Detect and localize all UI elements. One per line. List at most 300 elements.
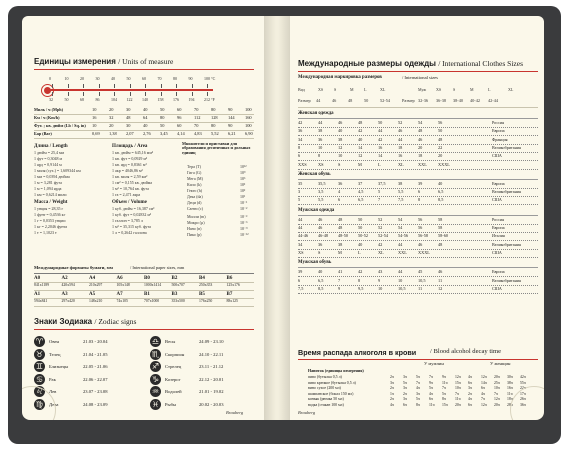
alcohol-drink: водка (стакан 100 мл): [308, 402, 344, 407]
alcohol-time: 1ч: [390, 391, 394, 396]
length-value: 1 м = 3,281 фута: [34, 180, 62, 185]
prefix-power: 10³: [240, 182, 246, 187]
measure-value: 60: [177, 123, 182, 128]
men-value: 36: [318, 241, 323, 247]
fahrenheit-tick: [52, 92, 53, 96]
marking-value: 46: [332, 98, 337, 103]
measure-value: 70: [194, 107, 199, 112]
women-shoes-value: 4: [338, 189, 341, 195]
measure-label: Км / ч (Km/h): [34, 115, 60, 120]
men-shoes-value: 43: [378, 269, 383, 275]
рыбы-icon: ♓: [151, 399, 160, 409]
marking-value: 32-36: [418, 98, 429, 103]
marking-header: XS: [436, 87, 442, 92]
celsius-tick: [145, 84, 146, 88]
area-value: 1 акр = 4046,86 м²: [112, 168, 143, 173]
men-value: 50-52: [358, 233, 369, 239]
men-shoes-value: 10: [378, 285, 383, 291]
paper-cell: 105x148: [116, 283, 130, 287]
alcohol-time: 14ч: [481, 380, 487, 385]
fahrenheit-tick-label: 212 °F: [204, 97, 215, 102]
alcohol-time: 3ч: [390, 380, 394, 385]
marking-header: XS: [318, 87, 324, 92]
marking-value: 48: [348, 98, 353, 103]
prefix-name: Санти (c): [187, 206, 203, 211]
measure-value: 80: [211, 107, 216, 112]
women-value: 10: [318, 144, 323, 150]
телец-icon: ♉: [35, 349, 44, 359]
mass-heading: Масса / Weight: [34, 200, 68, 205]
marking-header: S: [453, 87, 456, 92]
women-region: Россия: [492, 120, 505, 125]
measure-value: 90: [228, 107, 233, 112]
women-value: 18: [418, 153, 423, 159]
alcohol-time: 7ч: [481, 397, 485, 401]
women-value: 52: [398, 120, 403, 125]
men-value: 46-48: [318, 233, 329, 239]
measure-value: 48: [126, 115, 131, 120]
alcohol-drink-heading: Напиток (единицы измерения): [308, 368, 364, 373]
козерог-icon: ♑: [151, 374, 160, 384]
paper-cell: 250x353: [199, 283, 213, 287]
alcohol-title: Время распада алкоголя в крови: [298, 348, 417, 357]
alcohol-time: 11ч: [429, 402, 435, 407]
women-value: 48: [358, 120, 363, 125]
men-shoes-value: 7,5: [298, 285, 304, 291]
alcohol-time: 6ч: [481, 386, 485, 390]
women-value: 38: [338, 136, 343, 142]
zodiac-dates: 22.05 - 21.06: [83, 364, 108, 369]
men-value: 46: [318, 225, 323, 230]
marking-header: XL: [508, 87, 514, 92]
measure-value: 80: [211, 123, 216, 128]
paper-cell: A0: [34, 276, 41, 281]
zodiac-dates: 23.11 - 21.12: [199, 364, 224, 369]
скорпион-icon: ♏: [151, 349, 160, 359]
zodiac-sign: [150, 374, 224, 385]
women-shoes-region: Великобритания: [492, 189, 521, 195]
zodiac-sign: [150, 336, 224, 347]
alcohol-time: 3ч: [416, 391, 420, 396]
men-shoes-value: 10: [398, 277, 403, 283]
prefix-name: Микро (µ): [187, 220, 205, 225]
близнецы-icon: ♊: [35, 362, 44, 371]
alcohol-time: 2ч: [390, 397, 394, 401]
men-shoes-value: 46: [438, 269, 443, 275]
men-value: 44: [398, 241, 403, 247]
alcohol-time: 55ч: [520, 380, 526, 385]
celsius-tick-label: 80: [173, 76, 177, 81]
men-value: 56: [418, 225, 423, 230]
alcohol-time: 7ч: [416, 380, 420, 385]
measure-value: 16: [92, 115, 97, 120]
men-value: 52: [378, 225, 383, 230]
women-value: 42: [378, 136, 383, 142]
measure-label: Бар (Bar): [34, 131, 52, 136]
fahrenheit-tick: [130, 92, 131, 96]
paper-cell: A5: [89, 292, 96, 297]
alcohol-time: 12ч: [481, 402, 487, 407]
zodiac-name: Стрелец: [165, 364, 182, 369]
measure-value: 30: [126, 107, 131, 112]
measure-value: 6,90: [245, 131, 253, 136]
alcohol-time: 12ч: [494, 397, 500, 401]
women-value: 20: [438, 153, 443, 159]
men-value: 46: [418, 241, 423, 247]
length-value: 1 км = 0,6214 мили: [34, 192, 67, 197]
measure-value: 3,45: [160, 131, 168, 136]
measure-value: 112: [194, 115, 201, 120]
brand-logo: Brauberg: [226, 410, 244, 415]
length-heading: Длина / Length: [34, 144, 68, 149]
celsius-tick-label: 70: [157, 76, 162, 81]
measure-value: 0,69: [92, 131, 100, 136]
men-shoes-value: 10,5: [418, 277, 426, 283]
women-shoes-value: 3: [298, 189, 301, 195]
fahrenheit-tick-label: 194: [188, 97, 195, 102]
men-value: XXXL: [418, 249, 430, 255]
women-value: 40: [338, 128, 343, 134]
celsius-tick-label: 100 °C: [204, 76, 216, 81]
paper-cell: B6: [226, 276, 233, 281]
paper-cell: A2: [61, 276, 68, 281]
women-rule: [298, 118, 538, 119]
alcohol-time: 6ч: [429, 397, 433, 401]
alcohol-time: 26ч: [520, 397, 526, 401]
овен-icon: ♈: [35, 337, 44, 346]
celsius-tick-label: 20: [80, 76, 84, 81]
women-value: 36: [318, 136, 323, 142]
alcohol-time: 20ч: [455, 402, 461, 407]
marking-value: 42-44: [488, 98, 499, 103]
measure-value: 100: [245, 107, 252, 112]
men-shoes-value: 11: [438, 277, 443, 283]
women-region: Франция: [492, 136, 508, 142]
alcohol-time: 5ч: [403, 380, 407, 385]
alcohol-time: 16ч: [507, 386, 513, 390]
prefix-name: Дека (da): [187, 194, 203, 199]
celsius-tick-label: 0: [49, 76, 51, 81]
area-value: 1 кв. дюйм = 645,16 мм²: [112, 150, 154, 155]
measure-value: 40: [143, 123, 148, 128]
brand-logo-right: Brauberg: [298, 410, 316, 415]
celsius-tick-label: 60: [142, 76, 146, 81]
prefix-power: 10⁻¹²: [240, 232, 249, 237]
alcohol-time: 15ч: [455, 380, 461, 385]
area-value: 1 кв. ярд = 0,8361 м²: [112, 162, 147, 167]
women-value: 46: [418, 136, 423, 142]
marking-value: Размер: [298, 98, 311, 103]
zodiac-sign: [150, 361, 223, 372]
women-shoes-value: 6,5: [438, 189, 444, 195]
measure-value: 2,76: [143, 131, 151, 136]
area-value: 1 см² = 0,155 кв. дюйма: [112, 180, 153, 185]
celsius-tick-label: 10: [64, 76, 69, 81]
zodiac-sign: [34, 374, 108, 385]
men-value: 54-56: [398, 233, 409, 239]
marking-value: 40-42: [470, 98, 481, 103]
prefix-power: 10¹²: [240, 164, 247, 169]
prefix-name: Нано (n): [187, 226, 202, 231]
zodiac-name: Дева: [49, 401, 59, 407]
alcohol-time: 38ч: [507, 380, 513, 385]
alcohol-time: 4ч: [416, 386, 420, 390]
men-value: 44: [298, 225, 303, 230]
women-value: S: [338, 161, 341, 167]
measure-value: 2,07: [126, 131, 134, 136]
men-shoes-rule: [298, 267, 538, 268]
alcohol-time: 4ч: [468, 397, 472, 401]
alcohol-time: 5ч: [442, 391, 446, 396]
women-region: США: [492, 153, 502, 159]
paper-cell: B1: [144, 292, 150, 297]
fahrenheit-tick-label: 122: [126, 97, 133, 102]
men-region: Европа: [492, 225, 505, 230]
zodiac-dates: 24.09 - 23.10: [199, 339, 224, 344]
measure-value: 70: [194, 123, 199, 128]
marking-header: M: [470, 87, 474, 92]
prefix-power: 10⁻⁹: [240, 226, 248, 231]
women-shoes-value: 5,5: [318, 197, 324, 203]
celsius-tick-label: 50: [126, 76, 131, 81]
celsius-tick: [52, 84, 53, 88]
women-title: Женская одежда: [298, 111, 334, 116]
women-value: 48: [418, 128, 423, 134]
marking-title: Международная маркировка размеров: [298, 75, 382, 80]
zodiac-dates: 22.12 - 20.01: [199, 376, 224, 382]
length-value: 1 дюйм = 25,4 мм: [34, 150, 65, 155]
length-value: 1 м = 1,094 ярда: [34, 186, 62, 191]
women-value: 54: [418, 120, 423, 125]
women-shoes-value: 5: [298, 197, 301, 203]
women-value: 50: [438, 128, 443, 134]
alcohol-time: 4ч: [429, 391, 433, 396]
men-value: 52-54: [378, 233, 389, 239]
men-value: 58-60: [438, 233, 449, 239]
alcohol-rule: [298, 359, 538, 360]
paper-cell: A6: [116, 276, 123, 281]
celsius-tick: [114, 84, 115, 88]
length-value: 1 миля (сух.) = 1,609344 км: [34, 168, 81, 173]
men-value: 56: [418, 216, 423, 222]
area-value: 1 га = 2,471 акра: [112, 192, 141, 197]
marking-subtitle: / International sizes: [402, 75, 438, 80]
men-shoes-value: 6,5: [318, 277, 324, 283]
paper-subtitle: / International paper sizes, mm: [130, 265, 185, 270]
men-shoes-row-line: [298, 293, 538, 294]
length-value: 1 фут = 0,3048 м: [34, 156, 63, 161]
prefix-name: Деци (d): [187, 200, 202, 205]
paper-cell: 125x176: [226, 283, 240, 287]
marking-header: M: [350, 87, 354, 92]
alcohol-time: 20ч: [494, 375, 500, 379]
men-region: Италия: [492, 233, 505, 239]
men-shoes-value: 8,5: [318, 285, 324, 291]
measure-rule: [34, 138, 254, 139]
paper-cell: 707x1000: [144, 299, 160, 303]
measure-value: 1,38: [109, 131, 117, 136]
thermometer: [44, 71, 214, 109]
prefix-name: Гига (G): [187, 170, 202, 175]
men-region: США: [492, 249, 502, 255]
men-shoes-value: 6: [298, 277, 301, 283]
paper-cell: B3: [171, 292, 178, 297]
women-shoes-value: 6,5: [358, 197, 364, 203]
women-shoes-value: 5,5: [398, 189, 404, 195]
measure-value: 40: [143, 107, 148, 112]
alcohol-drink: пиво (бутылка 0,5 л): [308, 375, 342, 379]
fahrenheit-tick-label: 104: [111, 97, 117, 102]
prefix-power: 10⁶: [240, 176, 246, 181]
рак-icon: ♋: [35, 374, 44, 384]
women-shoes-value: 35: [298, 180, 303, 186]
alcohol-time: 7ч: [442, 386, 446, 390]
men-value: 34: [298, 241, 303, 247]
men-value: L: [358, 249, 361, 255]
women-value: 14: [378, 153, 383, 159]
volume-value: 1 куб. дюйм = 16,387 см³: [112, 206, 155, 211]
women-shoes-value: 7: [378, 197, 381, 203]
men-shoes-value: 45: [418, 269, 423, 275]
measure-value: 10: [92, 107, 97, 112]
fahrenheit-tick-label: 140: [142, 97, 148, 102]
zodiac-dates: 23.07 - 23.08: [83, 389, 108, 394]
paper-cell: 74x105: [116, 299, 128, 303]
zodiac-name: Близнецы: [49, 364, 69, 369]
mass-value: 1 г = 0,0353 унции: [34, 218, 66, 223]
men-value: 54: [398, 225, 403, 230]
women-shoes-title: Женская обувь: [298, 171, 331, 177]
zodiac-name: Рыбы: [165, 401, 177, 407]
alcohol-drink: пиво крепкое (бутылка 0,5 л): [308, 380, 356, 385]
women-value: XS: [318, 161, 324, 167]
alcohol-time: 3ч: [403, 375, 407, 379]
measure-label: Миль / ч (Mph): [34, 107, 63, 112]
measure-value: 4,83: [194, 131, 202, 136]
women-value: 14: [358, 144, 363, 150]
men-value: 48: [338, 216, 343, 222]
measure-value: 20: [109, 123, 114, 128]
zodiac-sign: [150, 349, 223, 360]
alcohol-time: 36ч: [520, 402, 526, 407]
women-shoes-value: 36: [338, 180, 343, 186]
celsius-tick: [68, 84, 69, 88]
women-shoes-value: 3,5: [318, 189, 324, 195]
paper-cell: 297x420: [61, 299, 75, 303]
men-value: 46: [318, 216, 323, 222]
women-shoes-value: 5: [378, 189, 381, 195]
paper-title: Международные форматы бумаги, мм: [34, 265, 113, 270]
marking-rule: [298, 107, 538, 108]
prefix-power: 10¹: [240, 194, 246, 199]
alcohol-time: 22ч: [520, 386, 526, 390]
measure-value: 80: [160, 115, 165, 120]
celsius-tick-label: 90: [188, 76, 193, 81]
alcohol-time: 6ч: [403, 402, 407, 407]
women-value: 48: [438, 136, 443, 142]
zodiac-dates: 21.03 - 20.04: [83, 339, 108, 344]
mass-value: 1 т = 1,1023 т: [34, 230, 57, 235]
paper-cell: 500x707: [171, 283, 185, 287]
women-shoes-value: 39: [418, 180, 423, 186]
zodiac-dates: 21.01 - 19.02: [199, 389, 224, 394]
measure-value: 4,14: [177, 131, 185, 136]
zodiac-dates: 22.06 - 22.07: [83, 376, 108, 382]
women-value: 18: [398, 144, 403, 150]
zodiac-name: Весы: [165, 339, 176, 344]
men-shoes-title: Мужская обувь: [298, 260, 332, 266]
men-rule: [298, 215, 538, 216]
paper-row-rule: [34, 306, 254, 307]
women-value: 40: [358, 136, 363, 142]
fahrenheit-tick: [192, 92, 193, 96]
women-region: Европа: [492, 128, 505, 134]
fahrenheit-tick: [114, 92, 115, 96]
mass-value: 1 кг = 2,2046 фунта: [34, 224, 68, 229]
alcohol-time: 11ч: [507, 391, 513, 396]
paper-cell: 353x500: [171, 299, 185, 303]
alcohol-time: 11ч: [442, 380, 448, 385]
fahrenheit-tick-label: 86: [95, 97, 100, 102]
fahrenheit-tick-label: 32: [49, 97, 53, 102]
women-shoes-row-line: [298, 204, 538, 205]
prefix-name: Гекто (h): [187, 188, 203, 193]
paper-cell: B2: [171, 276, 178, 281]
men-row-line: [298, 257, 538, 258]
men-shoes-value: 8: [358, 277, 361, 283]
alcohol-time: 6ч: [468, 402, 472, 407]
men-value: M: [338, 249, 342, 255]
alcohol-time: 9ч: [429, 380, 433, 385]
alcohol-time: 4ч: [390, 402, 394, 407]
marking-value: 44: [316, 98, 321, 103]
zodiac-name: Водолей: [165, 389, 182, 394]
measure-value: 30: [126, 123, 131, 128]
men-value: 52: [378, 216, 383, 222]
men-value: XXL: [398, 249, 407, 255]
measure-value: 96: [177, 115, 182, 120]
alcohol-time: 2ч: [403, 391, 407, 396]
paper-cell: A7: [116, 292, 123, 297]
prefix-heading: Множители и приставки для образования десятичных и дольных единиц: [182, 141, 251, 155]
alcohol-time: 5ч: [429, 386, 433, 390]
men-region: Россия: [492, 216, 505, 222]
alcohol-time: 7ч: [455, 391, 459, 396]
units-rule: [34, 69, 254, 70]
men-shoes-value: 12: [438, 285, 443, 291]
alcohol-time: 42ч: [520, 375, 526, 379]
thermometer-bar: [48, 89, 213, 91]
celsius-tick: [130, 84, 131, 88]
men-value: 48: [338, 225, 343, 230]
right-page: [290, 16, 544, 420]
prefix-power: 10⁻⁶: [240, 220, 248, 225]
marking-value: Размер: [402, 98, 415, 103]
measure-value: 6,21: [228, 131, 236, 136]
zodiac-dates: 24.08 - 23.09: [83, 401, 108, 407]
women-region: Великобритания: [492, 144, 521, 150]
measure-value: 144: [228, 115, 235, 120]
prefix-name: Мега (M): [187, 176, 203, 181]
area-value: 1 м² = 10,764 кв. фута: [112, 186, 149, 191]
paper-cell: B7: [226, 292, 233, 297]
стрелец-icon: ♐: [151, 362, 160, 371]
zodiac-name: Козерог: [165, 376, 181, 382]
men-shoes-value: 9: [338, 285, 341, 291]
alcohol-time: 25ч: [494, 380, 500, 385]
women-value: 44: [378, 128, 383, 134]
women-shoes-value: 6: [338, 197, 341, 203]
